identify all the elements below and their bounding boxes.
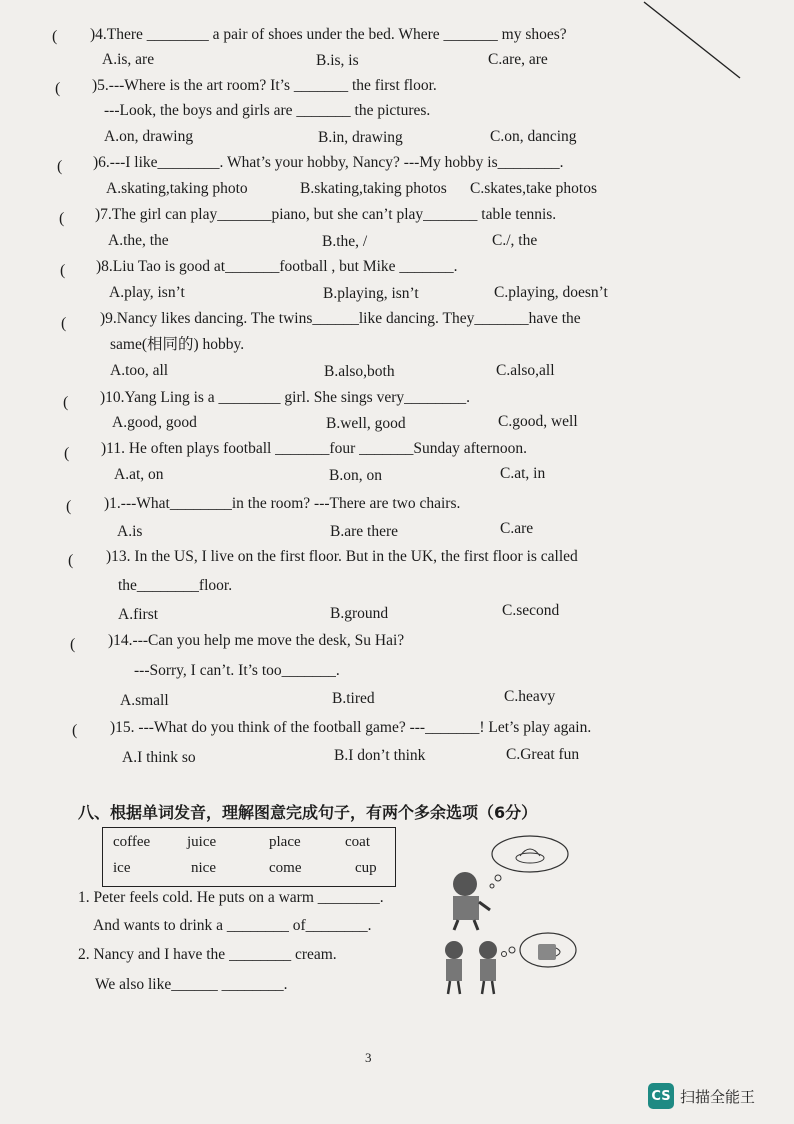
option-a[interactable]: A.is, are — [102, 51, 155, 68]
option-c[interactable]: C.skates,take photos — [470, 180, 597, 197]
question-6-stem: )6.---I like________. What’s your hobby, Nancy? ---My hobby is________. — [93, 154, 564, 171]
option-a[interactable]: A.small — [120, 692, 169, 709]
option-a[interactable]: A.the, the — [108, 232, 169, 249]
scanner-label: 扫描全能王 — [680, 1087, 756, 1106]
answer-paren[interactable]: ( — [52, 28, 58, 45]
option-b[interactable]: B.also,both — [324, 363, 395, 380]
word-option: ice — [113, 860, 131, 876]
question-5-stem: )5.---Where is the art room? It’s _______ the first floor. — [92, 77, 437, 94]
option-b[interactable]: B.on, on — [329, 467, 382, 484]
word-option: place — [269, 834, 301, 850]
option-a[interactable]: A.play, isn’t — [109, 284, 185, 301]
option-b[interactable]: B.playing, isn’t — [323, 285, 419, 302]
option-c[interactable]: C.playing, doesn’t — [494, 284, 608, 301]
option-c[interactable]: C.heavy — [504, 688, 556, 705]
section-title: 八、根据单词发音，理解图意完成句子，有两个多余选项（6分） — [78, 803, 538, 822]
answer-paren[interactable]: ( — [63, 394, 69, 411]
answer-paren[interactable]: ( — [64, 445, 70, 462]
page-number: 3 — [365, 1050, 372, 1065]
option-c[interactable]: C.good, well — [498, 413, 578, 430]
option-a[interactable]: A.I think so — [122, 749, 196, 766]
option-c[interactable]: C./, the — [492, 232, 538, 249]
pen-stroke — [640, 0, 750, 80]
sentence-2b: We also like______ ________. — [95, 976, 288, 993]
word-box — [102, 827, 396, 887]
sentence-1a: 1. Peter feels cold. He puts on a warm ________. — [78, 889, 384, 906]
boy-thinking-coffee-illustration — [440, 832, 580, 932]
question-14-stem-2: ---Sorry, I can’t. It’s too_______. — [134, 662, 340, 679]
word-option: cup — [355, 860, 377, 876]
answer-paren[interactable]: ( — [57, 158, 63, 175]
question-13-stem-2: the________floor. — [118, 577, 233, 594]
answer-paren[interactable]: ( — [68, 552, 74, 569]
answer-paren[interactable]: ( — [72, 722, 78, 739]
question-7-stem: )7.The girl can play_______piano, but she can’t play_______ table tennis. — [95, 206, 557, 223]
sentence-2a: 2. Nancy and I have the ________ cream. — [78, 946, 337, 963]
option-c[interactable]: C.also,all — [496, 362, 555, 379]
option-a[interactable]: A.at, on — [114, 466, 164, 483]
camscanner-icon: CS — [648, 1083, 674, 1109]
question-9-stem: )9.Nancy likes dancing. The twins______like dancing. They_______have the — [100, 310, 581, 327]
option-b[interactable]: B.well, good — [326, 415, 406, 432]
word-option: nice — [191, 860, 216, 876]
option-a[interactable]: A.skating,taking photo — [106, 180, 248, 197]
option-a[interactable]: A.good, good — [112, 414, 197, 431]
option-a[interactable]: A.too, all — [110, 362, 169, 379]
answer-paren[interactable]: ( — [61, 315, 67, 332]
answer-paren[interactable]: ( — [55, 80, 61, 97]
scanner-badge — [648, 1083, 755, 1109]
option-c[interactable]: C.second — [502, 602, 560, 619]
question-5-stem-2: ---Look, the boys and girls are _______ the pictures. — [104, 102, 431, 119]
option-b[interactable]: B.the, / — [322, 233, 368, 250]
option-c[interactable]: C.are, are — [488, 51, 548, 68]
sentence-1b: And wants to drink a ________ of________. — [93, 917, 372, 934]
option-c[interactable]: C.Great fun — [506, 746, 580, 763]
option-b[interactable]: B.I don’t think — [334, 747, 426, 764]
word-option: juice — [187, 834, 217, 850]
option-b[interactable]: B.tired — [332, 690, 375, 707]
question-8-stem: )8.Liu Tao is good at_______football , but Mike _______. — [96, 258, 458, 275]
word-option: coffee — [113, 834, 151, 850]
answer-paren[interactable]: ( — [59, 210, 65, 227]
option-b[interactable]: B.are there — [330, 523, 398, 540]
option-a[interactable]: A.is — [117, 523, 143, 540]
word-option: coat — [345, 834, 370, 850]
question-4-stem: )4.There ________ a pair of shoes under the bed. Where _______ my shoes? — [90, 26, 567, 43]
option-a[interactable]: A.first — [118, 606, 159, 623]
question-11-stem: )11. He often plays football _______four _______Sunday afternoon. — [101, 440, 528, 457]
option-b[interactable]: B.in, drawing — [318, 129, 403, 146]
question-15-stem: )15. ---What do you think of the football game? ---_______! Let’s play again. — [110, 719, 592, 736]
word-option: come — [269, 860, 302, 876]
question-10-stem: )10.Yang Ling is a ________ girl. She sings very________. — [100, 389, 470, 406]
option-b[interactable]: B.is, is — [316, 52, 359, 69]
option-b[interactable]: B.ground — [330, 605, 389, 622]
question-12-stem: )1.---What________in the room? ---There are two chairs. — [104, 495, 461, 512]
option-c[interactable]: C.at, in — [500, 465, 546, 482]
option-b[interactable]: B.skating,taking photos — [300, 180, 447, 197]
answer-paren[interactable]: ( — [66, 498, 72, 515]
kids-thinking-illustration — [438, 930, 578, 1000]
option-a[interactable]: A.on, drawing — [104, 128, 194, 145]
question-14-stem: )14.---Can you help me move the desk, Su Hai? — [108, 632, 405, 649]
option-c[interactable]: C.on, dancing — [490, 128, 577, 145]
answer-paren[interactable]: ( — [70, 636, 76, 653]
question-9-stem-2: same(相同的) hobby. — [110, 336, 245, 353]
answer-paren[interactable]: ( — [60, 262, 66, 279]
question-13-stem: )13. In the US, I live on the first floor. But in the UK, the first floor is called — [106, 548, 578, 565]
option-c[interactable]: C.are — [500, 520, 534, 537]
